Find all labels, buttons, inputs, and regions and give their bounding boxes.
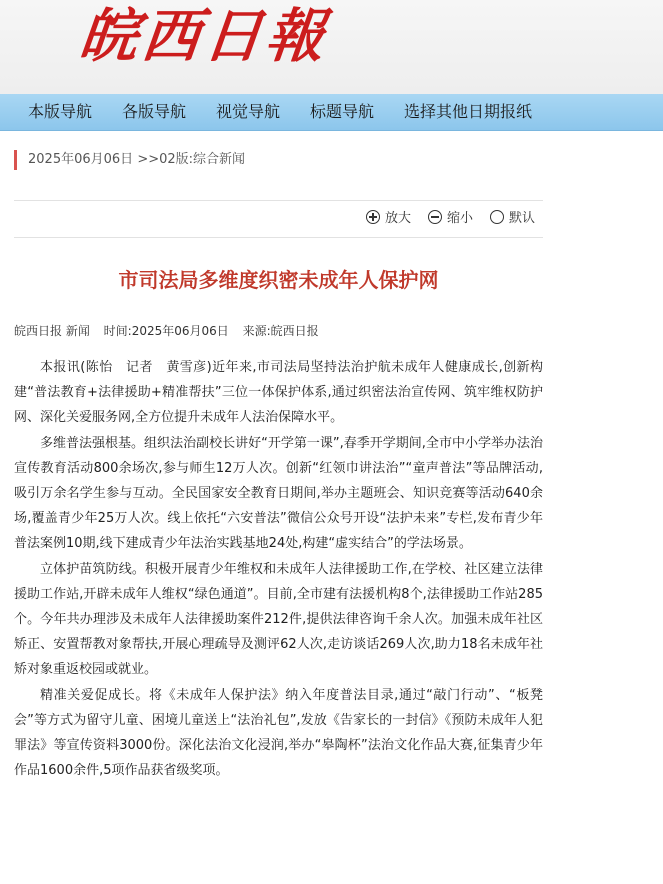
breadcrumb-section[interactable]: 02版:综合新闻: [159, 152, 246, 167]
default-size-button[interactable]: [490, 210, 535, 228]
article-body: [14, 355, 543, 784]
article-paragraph: 立体护苗筑防线。积极开展青少年维权和未成年人法律援助工作,在学校、社区建立法律援助工作站,开辟未成年人维权“绿色通道”。目前,全市建有法援机构8个,法律援助工作站285个。今年共办理涉及未成年人法律援助案件212件,提供法律咨询千余人次。加强未成年社区矫正、安置帮教对象帮扶,开展心理疏导及测评62人次,走访谈话269人次,助力18名未成年社矫对象重返校园或就业。: [14, 562, 543, 677]
zoom-out-label: 缩小: [447, 211, 474, 226]
zoom-out-button[interactable]: [428, 210, 473, 228]
article-title: 市司法局多维度织密未成年人保护网: [118, 268, 439, 292]
meta-source: 皖西日报 新闻: [14, 324, 90, 338]
meta-origin: 来源:皖西日报: [242, 324, 319, 338]
breadcrumb: [14, 150, 245, 170]
article-paragraph: 本报讯(陈怡 记者 黄雪彦)近年来,市司法局坚持法治护航未成年人健康成长,创新构建“普法教育+法律援助+精准帮扶”三位一体保护体系,通过织密法治宣传网、筑牢维权防护网、深化关爱服务网,全方位提升未成年人法治保障水平。: [14, 360, 543, 425]
minus-circle-icon: [428, 210, 442, 224]
nav-visual[interactable]: 视觉导航: [216, 102, 281, 121]
article-paragraph: 精准关爱促成长。将《未成年人保护法》纳入年度普法目录,通过“敲门行动”、“板凳会”等方式为留守儿童、困境儿童送上“法治礼包”,发放《告家长的一封信》《预防未成年人犯罪法》等宣传资料3000份。深化法治文化浸润,举办“皋陶杯”法治文化作品大赛,征集青少年作品1600余件,5项作品获省级奖项。: [14, 688, 543, 778]
masthead: [0, 0, 663, 94]
article-paragraph: 多维普法强根基。组织法治副校长讲好“开学第一课”,春季开学期间,全市中小学举办法治宣传教育活动800余场次,参与师生12万人次。创新“红领巾讲法治”“童声普法”等品牌活动,吸引万余名学生参与互动。全民国家安全教育日期间,举办主题班会、知识竞赛等活动640余场,覆盖青少年25万人次。线上依托“六安普法”微信公众号开设“法护未来”专栏,发布青少年普法案例10期,线下建成青少年法治实践基地24处,构建“虚实结合”的学法场景。: [14, 436, 543, 551]
zoom-in-button[interactable]: [366, 210, 411, 228]
breadcrumb-date[interactable]: 2025年06月06日: [28, 152, 134, 167]
article-meta: [14, 322, 329, 339]
breadcrumb-separator: >>: [137, 152, 160, 167]
nav-other-dates[interactable]: 选择其他日期报纸: [404, 102, 533, 121]
meta-time: 时间:2025年06月06日: [103, 324, 229, 338]
nav-titles[interactable]: 标题导航: [310, 102, 375, 121]
newspaper-logo: 皖西日報: [76, 2, 332, 70]
nav-all-pages[interactable]: 各版导航: [122, 102, 187, 121]
plus-circle-icon: [366, 210, 380, 224]
top-nav: [0, 94, 663, 131]
font-size-toolbar: [14, 200, 543, 238]
circle-icon: [490, 210, 504, 224]
zoom-in-label: 放大: [385, 211, 412, 226]
nav-page-index[interactable]: 本版导航: [28, 102, 93, 121]
default-size-label: 默认: [509, 211, 536, 226]
